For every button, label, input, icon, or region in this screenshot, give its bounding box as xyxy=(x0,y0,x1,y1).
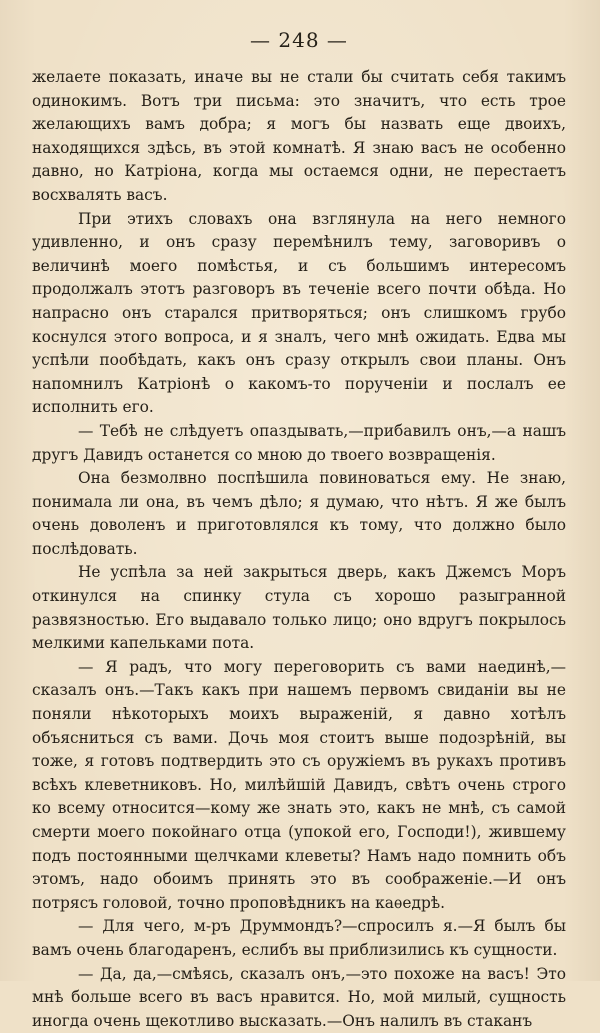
paragraph-continuation: желаете показать, иначе вы не стали бы считать себя такимъ одинокимъ. Вотъ три письма: это значитъ, что есть трое желающихъ вамъ добра; я могъ бы назвать еще двоихъ, находящихся здѣсь, въ этой комнатѣ. Я знаю васъ не особенно давно, но Катріона, когда мы остаемся одни, не перестаетъ восхвалять васъ. xyxy=(32,68,566,204)
paragraph-dialogue: — Тебѣ не слѣдуетъ опаздывать,—прибавилъ онъ,—а нашъ другъ Давидъ останется со мною до твоего возвращенія. xyxy=(32,421,566,464)
page-body xyxy=(32,66,566,1033)
paragraph: Не успѣла за ней закрыться дверь, какъ Джемсъ Моръ откинулся на спинку стула съ хорошо разыгранной развязностью. Его выдавало только лицо; оно вдругъ покрылось мелкими капельками пота. xyxy=(32,563,566,653)
paragraph: Она безмолвно поспѣшила повиноваться ему. Не знаю, понимала ли она, въ чемъ дѣло; я думаю, что нѣтъ. Я же былъ очень доволенъ и приготовлялся къ тому, что должно было послѣдовать. xyxy=(32,469,566,558)
paragraph: При этихъ словахъ она взглянула на него немного удивленно, и онъ сразу перемѣнилъ тему, заговоривъ о величинѣ моего помѣстья, и съ большимъ интересомъ продолжалъ этотъ разговоръ въ теченіе всего почти обѣда. Но напрасно онъ старался притворяться; онъ слишкомъ грубо коснулся этого вопроса, и я зналъ, чего мнѣ ожидать. Едва мы успѣли пообѣдать, какъ онъ сразу открылъ свои планы. Онъ напомнилъ Катріонѣ о какомъ-то порученіи и послалъ ее исполнить его. xyxy=(32,209,566,417)
page-number: — 248 — xyxy=(250,28,348,52)
paragraph-dialogue: — Да, да,—смѣясь, сказалъ онъ,—это похоже на васъ! Это мнѣ больше всего въ васъ нравится. Но, мой милый, сущность иногда очень щекотливо высказать.—Онъ налилъ въ стаканъ xyxy=(32,964,566,1030)
paragraph-dialogue: — Для чего, м-ръ Друммондъ?—спросилъ я.—Я былъ бы вамъ очень благодаренъ, еслибъ вы приблизились къ сущности. xyxy=(32,917,566,959)
paragraph-dialogue: — Я радъ, что могу переговорить съ вами наединѣ,—сказалъ онъ.—Такъ какъ при нашемъ первомъ свиданіи вы не поняли нѣкоторыхъ моихъ выраженій, я давно хотѣлъ объясниться съ вами. Дочь моя стоитъ выше подозрѣній, вы тоже, я готовъ подтвердить это съ оружіемъ въ рукахъ противъ всѣхъ клеветниковъ. Но, милѣйшій Давидъ, свѣтъ очень строго ко всему относится—кому же знать это, какъ не мнѣ, съ самой смерти моего покойнаго отца (упокой его, Господи!), жившему подъ постоянными щелчками клеветы? Намъ надо помнить объ этомъ, надо обоимъ принять это въ соображеніе.—И онъ потрясъ головой, точно проповѣдникъ на каѳедрѣ. xyxy=(32,657,566,912)
